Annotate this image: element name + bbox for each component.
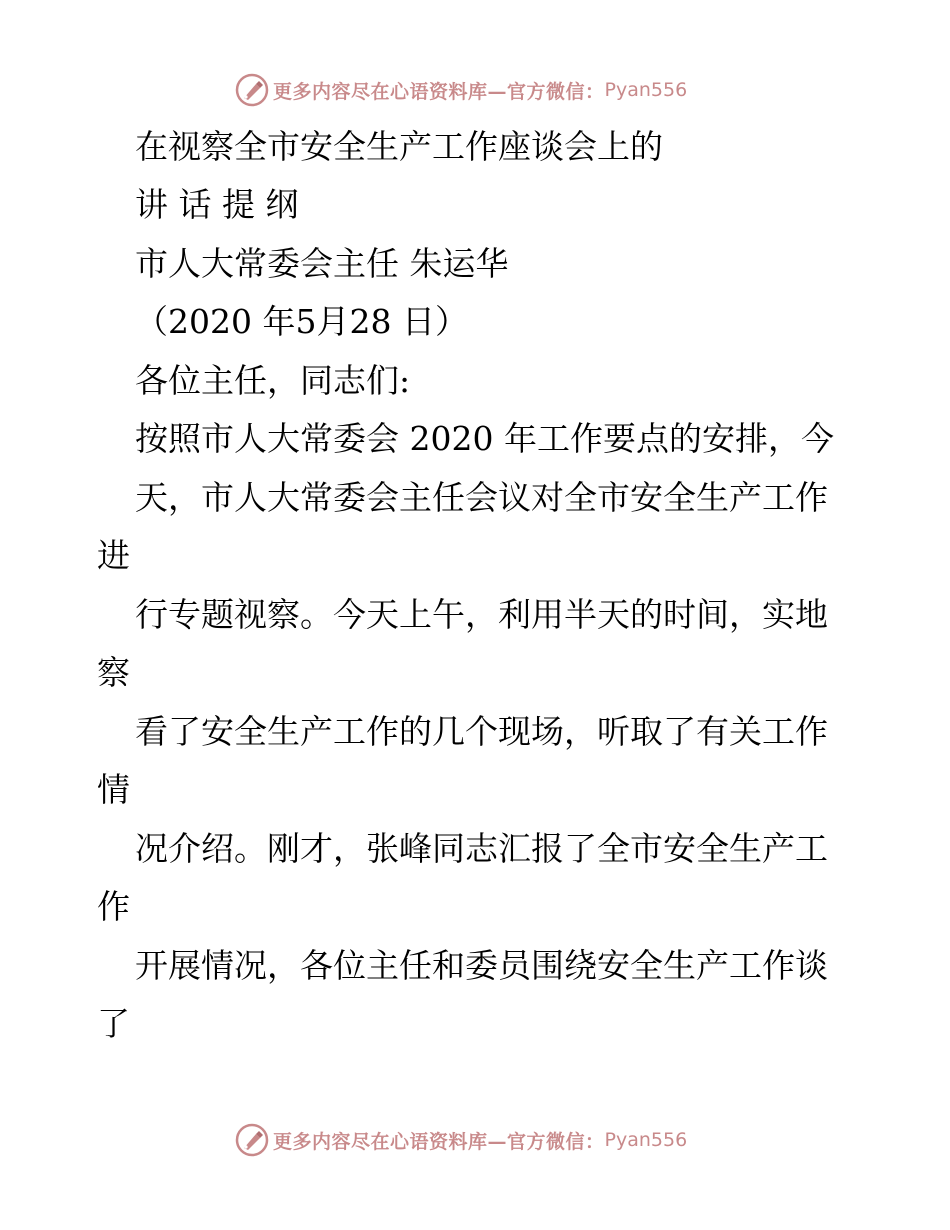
- pen-logo-icon: [235, 73, 269, 107]
- body-line: 况介绍。刚才，张峰同志汇报了全市安全生产工: [135, 829, 828, 868]
- body-line: 察: [97, 653, 130, 692]
- title-line-2: 讲 话 提 纲: [135, 185, 299, 224]
- footer-banner: [235, 1122, 715, 1158]
- header-banner: [235, 72, 715, 108]
- body-line: 进: [97, 536, 130, 575]
- date-line: （2020 年5月28 日）: [135, 302, 468, 341]
- body-line: 了: [97, 1004, 130, 1043]
- header-banner-handle: Pyan556: [604, 79, 688, 101]
- body-line: 看了安全生产工作的几个现场，听取了有关工作: [135, 712, 828, 751]
- body-line: 开展情况，各位主任和委员围绕安全生产工作谈: [135, 946, 828, 985]
- speaker-line: 市人大常委会主任 朱运华: [135, 244, 509, 283]
- pen-logo-icon: [235, 1123, 269, 1157]
- salutation-line: 各位主任，同志们:: [135, 361, 411, 400]
- title-line-1: 在视察全市安全生产工作座谈会上的: [135, 127, 663, 166]
- body-line: 作: [97, 887, 130, 926]
- footer-banner-handle: Pyan556: [604, 1129, 688, 1151]
- header-banner-text: 更多内容尽在心语资料库—官方微信：: [273, 80, 605, 103]
- body-line: 按照市人大常委会 2020 年工作要点的安排，今: [135, 419, 834, 458]
- footer-banner-text: 更多内容尽在心语资料库—官方微信：: [273, 1130, 605, 1153]
- body-line: 情: [97, 770, 130, 809]
- body-line: 天，市人大常委会主任会议对全市安全生产工作: [135, 478, 828, 517]
- body-line: 行专题视察。今天上午，利用半天的时间，实地: [135, 595, 828, 634]
